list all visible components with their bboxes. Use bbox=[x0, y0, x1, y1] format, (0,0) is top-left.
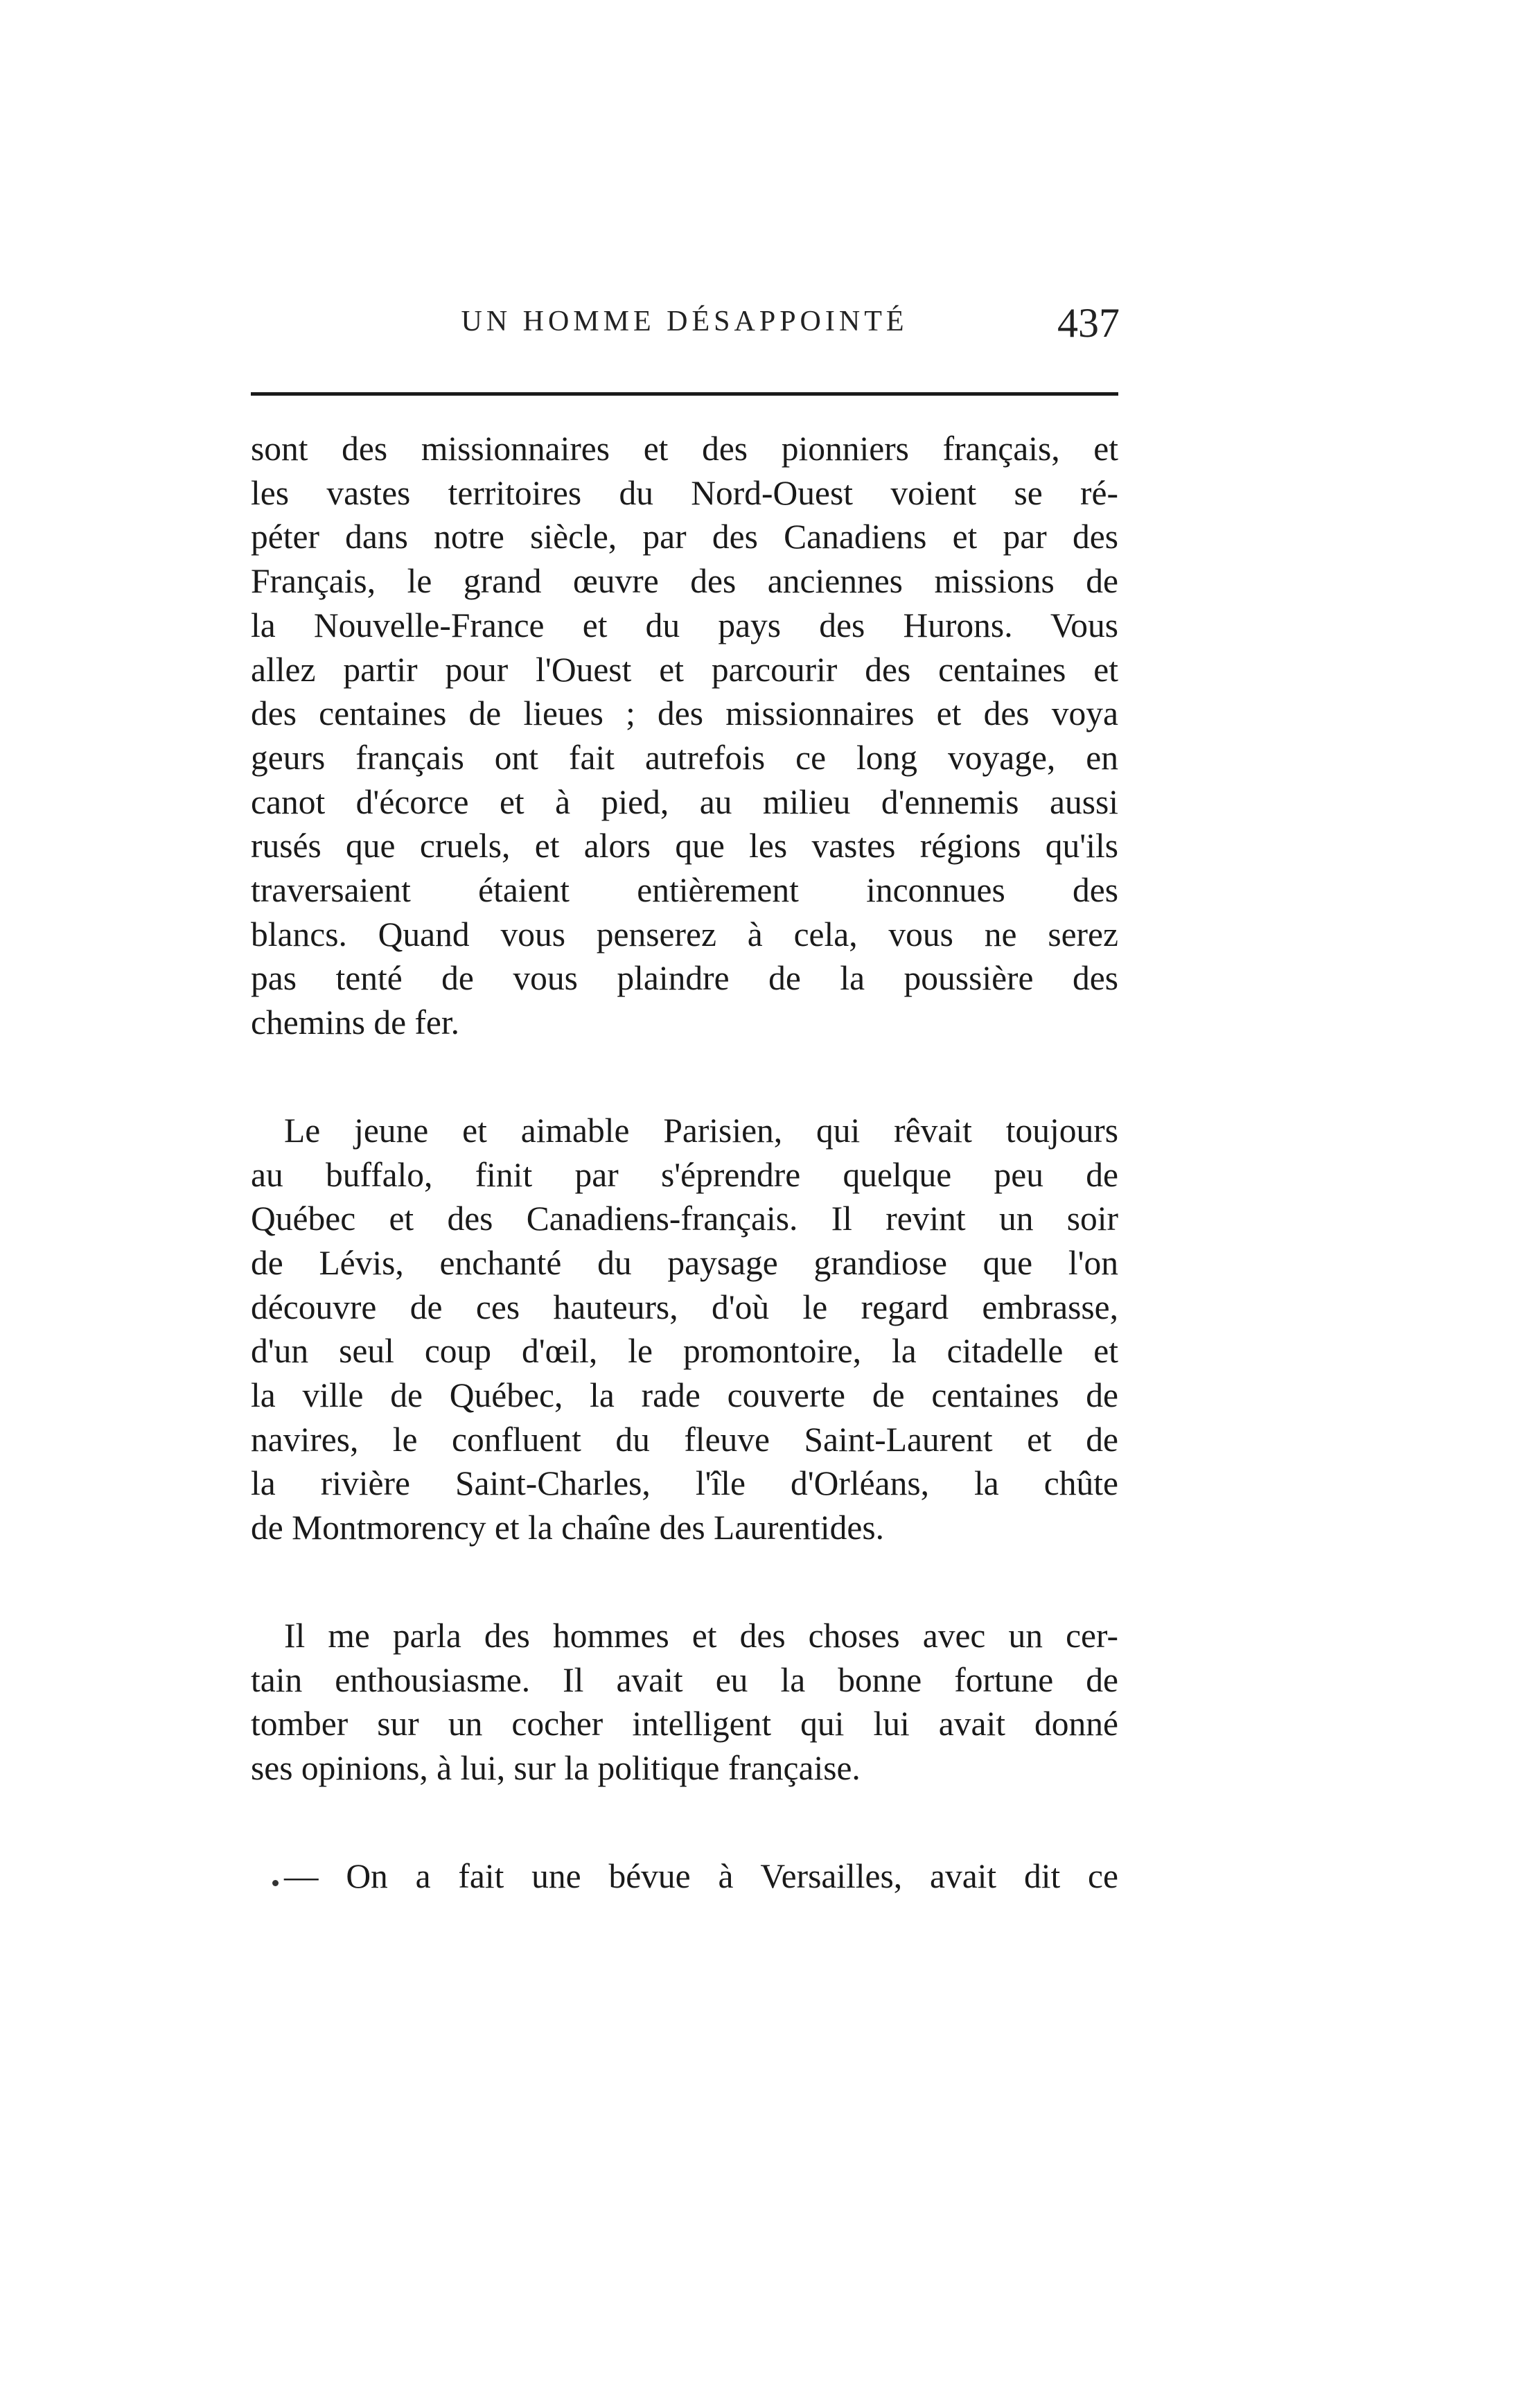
text-line: chemins de fer. bbox=[251, 1003, 460, 1042]
text-line: d'un seul coup d'œil, le promontoire, la citadelle et bbox=[251, 1332, 1118, 1371]
text-line: geurs français ont fait autrefois ce long voyage, en bbox=[251, 738, 1118, 777]
text-line: allez partir pour l'Ouest et parcourir des centaines et bbox=[251, 650, 1118, 689]
page-number: 437 bbox=[1057, 300, 1120, 346]
text-line: — On a fait une bévue à Versailles, avait dit ce bbox=[284, 1856, 1118, 1895]
text-line: traversaient étaient entièrement inconnues des bbox=[251, 871, 1118, 910]
text-line: la Nouvelle-France et du pays des Hurons. Vous bbox=[251, 606, 1118, 644]
text-line: canot d'écorce et à pied, au milieu d'ennemis aussi bbox=[251, 782, 1118, 821]
text-line: péter dans notre siècle, par des Canadiens et par des bbox=[251, 518, 1118, 556]
text-line: découvre de ces hauteurs, d'où le regard embrasse, bbox=[251, 1288, 1118, 1326]
text-line: des centaines de lieues ; des missionnaires et des voya bbox=[251, 694, 1118, 733]
paragraph-2 bbox=[251, 1109, 1118, 1550]
text-line: de Lévis, enchanté du paysage grandiose que l'on bbox=[251, 1243, 1118, 1282]
text-line: sont des missionnaires et des pionniers français, et bbox=[251, 430, 1118, 468]
body-text bbox=[251, 427, 1118, 1898]
running-title: UN HOMME DÉSAPPOINTÉ bbox=[461, 306, 908, 337]
text-line: les vastes territoires du Nord-Ouest voient se ré- bbox=[251, 473, 1118, 512]
text-line: de Montmorency et la chaîne des Laurentides. bbox=[251, 1509, 885, 1547]
text-line: Québec et des Canadiens-français. Il revint un soir bbox=[251, 1199, 1118, 1238]
text-line: ses opinions, à lui, sur la politique française. bbox=[251, 1748, 861, 1787]
paragraph-3 bbox=[251, 1614, 1118, 1791]
text-line: la ville de Québec, la rade couverte de centaines de bbox=[251, 1376, 1118, 1415]
text-line: au buffalo, finit par s'éprendre quelque peu de bbox=[251, 1155, 1118, 1194]
text-line: tain enthousiasme. Il avait eu la bonne fortune de bbox=[251, 1660, 1118, 1699]
header-rule bbox=[251, 392, 1118, 396]
text-line: navires, le confluent du fleuve Saint-Laurent et de bbox=[251, 1420, 1118, 1459]
text-line: blancs. Quand vous penserez à cela, vous ne serez bbox=[251, 915, 1118, 953]
text-line: Le jeune et aimable Parisien, qui rêvait toujours bbox=[284, 1111, 1118, 1150]
text-line: tomber sur un cocher intelligent qui lui avait donné bbox=[251, 1705, 1118, 1743]
page-header bbox=[251, 299, 1118, 355]
paragraph-4 bbox=[251, 1854, 1118, 1899]
text-line: Il me parla des hommes et des choses avec un cer- bbox=[284, 1616, 1118, 1655]
text-line: la rivière Saint-Charles, l'île d'Orléans, la chûte bbox=[251, 1464, 1118, 1503]
paragraph-1 bbox=[251, 427, 1118, 1045]
text-line: Français, le grand œuvre des anciennes missions de bbox=[251, 562, 1118, 601]
text-line: pas tenté de vous plaindre de la poussière des bbox=[251, 959, 1118, 998]
printer-mark-dot bbox=[272, 1880, 279, 1886]
text-line: rusés que cruels, et alors que les vastes régions qu'ils bbox=[251, 827, 1118, 865]
